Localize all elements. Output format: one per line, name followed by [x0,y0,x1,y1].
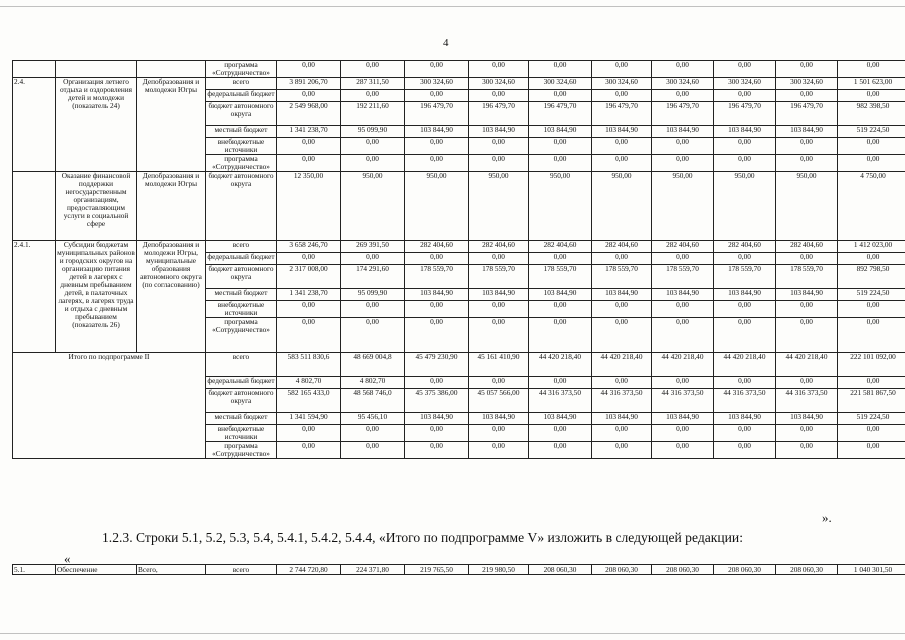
value-cell: 0,00 [341,301,405,318]
value-cell: 282 404,60 [714,241,776,253]
value-cell: 196 479,70 [776,102,838,126]
value-cell: 0,00 [776,61,838,78]
value-cell: 0,00 [405,90,469,102]
value-cell: 0,00 [714,155,776,172]
value-cell: 0,00 [405,253,469,265]
value-cell: 48 568 746,0 [341,389,405,413]
row-code [13,172,56,241]
value-cell: 222 101 092,00 [838,353,905,377]
value-cell: 300 324,60 [652,78,714,90]
value-cell: 0,00 [838,301,905,318]
value-cell: 0,00 [776,318,838,353]
row-source: всего [206,78,277,90]
budget-table [12,60,905,459]
value-cell: 103 844,90 [469,126,529,138]
value-cell: 103 844,90 [405,413,469,425]
value-cell: 1 341 594,90 [277,413,341,425]
row-responsible: Всего, [137,565,206,575]
value-cell: 0,00 [277,318,341,353]
value-cell: 1 412 023,00 [838,241,905,253]
value-cell: 0,00 [277,90,341,102]
value-cell: 0,00 [341,425,405,442]
value-cell: 0,00 [405,138,469,155]
value-cell: 45 375 386,00 [405,389,469,413]
value-cell: 0,00 [529,442,592,459]
value-cell: 0,00 [838,377,905,389]
value-cell: 300 324,60 [469,78,529,90]
value-cell: 0,00 [652,61,714,78]
row-source: федеральный бюджет [206,377,277,389]
value-cell: 2 744 720,80 [277,565,341,575]
row-source: программа «Сотрудничество» [206,155,277,172]
value-cell: 196 479,70 [405,102,469,126]
row-code [13,61,56,78]
row-code: 5.1. [13,565,56,575]
value-cell: 282 404,60 [469,241,529,253]
value-cell: 950,00 [714,172,776,241]
value-cell: 45 161 410,90 [469,353,529,377]
value-cell: 0,00 [469,442,529,459]
value-cell: 178 559,70 [592,265,652,289]
value-cell: 178 559,70 [714,265,776,289]
value-cell: 44 316 373,50 [714,389,776,413]
value-cell: 0,00 [714,377,776,389]
value-cell: 103 844,90 [652,289,714,301]
row-source: всего [206,241,277,253]
value-cell: 892 798,50 [838,265,905,289]
value-cell: 4 802,70 [277,377,341,389]
value-cell: 950,00 [592,172,652,241]
value-cell: 0,00 [714,301,776,318]
value-cell: 0,00 [529,155,592,172]
value-cell: 0,00 [592,301,652,318]
row-source: внебюджетные источники [206,425,277,442]
value-cell: 44 316 373,50 [592,389,652,413]
row-source: программа «Сотрудничество» [206,442,277,459]
value-cell: 0,00 [341,138,405,155]
value-cell: 300 324,60 [592,78,652,90]
table-row [13,78,905,90]
value-cell: 103 844,90 [714,126,776,138]
value-cell: 0,00 [529,253,592,265]
value-cell: 1 341 238,70 [277,289,341,301]
row-source: всего [206,565,277,575]
row-name: Субсидии бюджетам муниципальных районов и городских округов на организацию питания детей в лагерях с дневным пребыванием детей, в палаточных лагерях, в лагерях труда и отдыха с дневным пребыванием (показатель 26) [56,241,137,353]
row-name: Организация летнего отдыха и оздоровления детей и молодежи (показатель 24) [56,78,137,172]
row-responsible: Депобразования и молодежи Югры, муниципальные образования автономного округа (по согласованию) [137,241,206,353]
value-cell: 0,00 [776,377,838,389]
row-source: местный бюджет [206,413,277,425]
value-cell: 0,00 [405,155,469,172]
value-cell: 582 165 433,0 [277,389,341,413]
value-cell: 0,00 [838,425,905,442]
value-cell: 0,00 [776,90,838,102]
value-cell: 0,00 [529,90,592,102]
value-cell: 0,00 [592,90,652,102]
value-cell: 519 224,50 [838,413,905,425]
value-cell: 44 316 373,50 [652,389,714,413]
opening-quote: « [64,551,71,566]
value-cell: 45 479 230,90 [405,353,469,377]
value-cell: 300 324,60 [405,78,469,90]
value-cell: 178 559,70 [652,265,714,289]
value-cell: 0,00 [714,253,776,265]
value-cell: 519 224,50 [838,289,905,301]
value-cell: 0,00 [469,253,529,265]
row-name [56,61,137,78]
value-cell: 0,00 [838,318,905,353]
row-source: бюджет автономного округа [206,172,277,241]
value-cell: 0,00 [652,138,714,155]
row-code: 2.4. [13,78,56,172]
value-cell: 950,00 [405,172,469,241]
value-cell: 4 750,00 [838,172,905,241]
value-cell: 103 844,90 [776,289,838,301]
value-cell: 2 317 008,00 [277,265,341,289]
value-cell: 2 549 968,00 [277,102,341,126]
value-cell: 103 844,90 [529,126,592,138]
value-cell: 0,00 [652,90,714,102]
value-cell: 0,00 [405,377,469,389]
value-cell: 103 844,90 [592,289,652,301]
row-code: 2.4.1. [13,241,56,353]
value-cell: 103 844,90 [714,413,776,425]
value-cell: 0,00 [529,301,592,318]
value-cell: 208 060,30 [714,565,776,575]
value-cell: 1 040 301,50 [838,565,905,575]
value-cell: 0,00 [652,442,714,459]
value-cell: 269 391,50 [341,241,405,253]
value-cell: 4 802,70 [341,377,405,389]
value-cell: 0,00 [592,253,652,265]
value-cell: 0,00 [776,155,838,172]
value-cell: 950,00 [469,172,529,241]
value-cell: 12 350,00 [277,172,341,241]
value-cell: 208 060,30 [529,565,592,575]
value-cell: 0,00 [529,138,592,155]
value-cell: 583 511 830,6 [277,353,341,377]
value-cell: 44 316 373,50 [776,389,838,413]
value-cell: 287 311,50 [341,78,405,90]
value-cell: 1 341 238,70 [277,126,341,138]
closing-quote: ». [822,510,832,525]
value-cell: 103 844,90 [529,289,592,301]
value-cell: 0,00 [714,318,776,353]
value-cell: 95 099,90 [341,289,405,301]
bottom-table [12,564,905,575]
value-cell: 0,00 [405,425,469,442]
value-cell: 982 398,50 [838,102,905,126]
value-cell: 196 479,70 [529,102,592,126]
value-cell: 3 891 206,70 [277,78,341,90]
value-cell: 196 479,70 [652,102,714,126]
value-cell: 950,00 [529,172,592,241]
value-cell: 208 060,30 [592,565,652,575]
value-cell: 208 060,30 [776,565,838,575]
value-cell: 44 316 373,50 [529,389,592,413]
value-cell: 0,00 [405,442,469,459]
row-source: программа «Сотрудничество» [206,61,277,78]
value-cell: 103 844,90 [714,289,776,301]
value-cell: 0,00 [341,61,405,78]
value-cell: 0,00 [652,377,714,389]
row-name: Обеспечение [56,565,137,575]
value-cell: 95 456,10 [341,413,405,425]
value-cell: 44 420 218,40 [714,353,776,377]
row-source: программа «Сотрудничество» [206,318,277,353]
value-cell: 103 844,90 [529,413,592,425]
value-cell: 103 844,90 [405,126,469,138]
value-cell: 0,00 [714,138,776,155]
value-cell: 44 420 218,40 [529,353,592,377]
value-cell: 0,00 [341,155,405,172]
row-source: бюджет автономного округа [206,102,277,126]
value-cell: 0,00 [469,61,529,78]
value-cell: 0,00 [838,253,905,265]
value-cell: 0,00 [652,301,714,318]
value-cell: 282 404,60 [405,241,469,253]
row-source: внебюджетные источники [206,138,277,155]
value-cell: 0,00 [776,138,838,155]
value-cell: 282 404,60 [652,241,714,253]
value-cell: 0,00 [838,442,905,459]
value-cell: 0,00 [277,442,341,459]
value-cell: 178 559,70 [405,265,469,289]
row-source: внебюджетные источники [206,301,277,318]
value-cell: 103 844,90 [469,289,529,301]
value-cell: 196 479,70 [714,102,776,126]
value-cell: 3 658 246,70 [277,241,341,253]
value-cell: 219 765,50 [405,565,469,575]
value-cell: 0,00 [838,61,905,78]
value-cell: 219 980,50 [469,565,529,575]
value-cell: 0,00 [277,301,341,318]
value-cell: 0,00 [469,138,529,155]
value-cell: 103 844,90 [405,289,469,301]
value-cell: 103 844,90 [652,126,714,138]
row-responsible [137,61,206,78]
row-source: местный бюджет [206,126,277,138]
value-cell: 0,00 [529,318,592,353]
value-cell: 0,00 [592,155,652,172]
value-cell: 0,00 [838,90,905,102]
value-cell: 0,00 [838,155,905,172]
value-cell: 0,00 [652,155,714,172]
value-cell: 44 420 218,40 [592,353,652,377]
value-cell: 0,00 [277,61,341,78]
value-cell: 0,00 [341,253,405,265]
value-cell: 0,00 [714,442,776,459]
value-cell: 300 324,60 [529,78,592,90]
value-cell: 0,00 [838,138,905,155]
value-cell: 196 479,70 [592,102,652,126]
row-source: бюджет автономного округа [206,389,277,413]
value-cell: 0,00 [277,425,341,442]
instruction-text: 1.2.3. Строки 5.1, 5.2, 5.3, 5.4, 5.4.1, 5.4.2, 5.4.4, «Итого по подпрограмме V» изложить в следующей редакции: [102,530,743,545]
value-cell: 0,00 [652,425,714,442]
value-cell: 192 211,60 [341,102,405,126]
value-cell: 282 404,60 [529,241,592,253]
value-cell: 0,00 [776,301,838,318]
value-cell: 103 844,90 [776,126,838,138]
value-cell: 1 501 623,00 [838,78,905,90]
value-cell: 282 404,60 [776,241,838,253]
page-number: 4 [443,37,449,49]
value-cell: 45 057 566,00 [469,389,529,413]
value-cell: 0,00 [469,155,529,172]
value-cell: 48 669 004,8 [341,353,405,377]
value-cell: 0,00 [652,253,714,265]
value-cell: 0,00 [714,61,776,78]
value-cell: 103 844,90 [592,126,652,138]
table-row [13,61,905,78]
value-cell: 178 559,70 [529,265,592,289]
table-row [13,241,905,253]
value-cell: 0,00 [592,377,652,389]
value-cell: 0,00 [714,90,776,102]
value-cell: 0,00 [529,377,592,389]
row-source: федеральный бюджет [206,253,277,265]
value-cell: 0,00 [529,425,592,442]
value-cell: 0,00 [277,155,341,172]
value-cell: 0,00 [341,318,405,353]
table-row [13,353,905,377]
value-cell: 95 099,90 [341,126,405,138]
row-source: федеральный бюджет [206,90,277,102]
value-cell: 0,00 [592,61,652,78]
value-cell: 300 324,60 [776,78,838,90]
value-cell: 0,00 [277,138,341,155]
value-cell: 300 324,60 [714,78,776,90]
value-cell: 0,00 [469,425,529,442]
value-cell: 0,00 [469,301,529,318]
value-cell: 0,00 [341,90,405,102]
row-source: бюджет автономного округа [206,265,277,289]
value-cell: 0,00 [776,442,838,459]
row-source: местный бюджет [206,289,277,301]
value-cell: 0,00 [469,90,529,102]
value-cell: 0,00 [341,442,405,459]
value-cell: 0,00 [776,425,838,442]
value-cell: 0,00 [776,253,838,265]
value-cell: 0,00 [592,425,652,442]
value-cell: 44 420 218,40 [652,353,714,377]
value-cell: 0,00 [405,301,469,318]
value-cell: 174 291,60 [341,265,405,289]
value-cell: 196 479,70 [469,102,529,126]
value-cell: 44 420 218,40 [776,353,838,377]
value-cell: 282 404,60 [592,241,652,253]
value-cell: 0,00 [714,425,776,442]
row-source: всего [206,353,277,377]
value-cell: 103 844,90 [592,413,652,425]
table-row [13,172,905,241]
value-cell: 178 559,70 [776,265,838,289]
value-cell: 950,00 [652,172,714,241]
value-cell: 103 844,90 [652,413,714,425]
value-cell: 0,00 [277,253,341,265]
value-cell: 0,00 [405,318,469,353]
value-cell: 208 060,30 [652,565,714,575]
value-cell: 103 844,90 [469,413,529,425]
value-cell: 519 224,50 [838,126,905,138]
value-cell: 0,00 [529,61,592,78]
row-name: Оказание финансовой поддержки негосударственным организациям, предоставляющим услуги в социальной сфере [56,172,137,241]
value-cell: 950,00 [341,172,405,241]
value-cell: 0,00 [469,318,529,353]
value-cell: 0,00 [652,318,714,353]
value-cell: 178 559,70 [469,265,529,289]
value-cell: 221 581 867,50 [838,389,905,413]
value-cell: 103 844,90 [776,413,838,425]
value-cell: 224 371,80 [341,565,405,575]
value-cell: 0,00 [592,318,652,353]
row-responsible: Депобразования и молодежи Югры [137,78,206,172]
table-row [13,565,905,575]
value-cell: 950,00 [776,172,838,241]
value-cell: 0,00 [405,61,469,78]
value-cell: 0,00 [469,377,529,389]
row-name: Итого по подпрограмме II [13,353,206,459]
value-cell: 0,00 [592,138,652,155]
row-responsible: Депобразования и молодежи Югры [137,172,206,241]
value-cell: 0,00 [592,442,652,459]
